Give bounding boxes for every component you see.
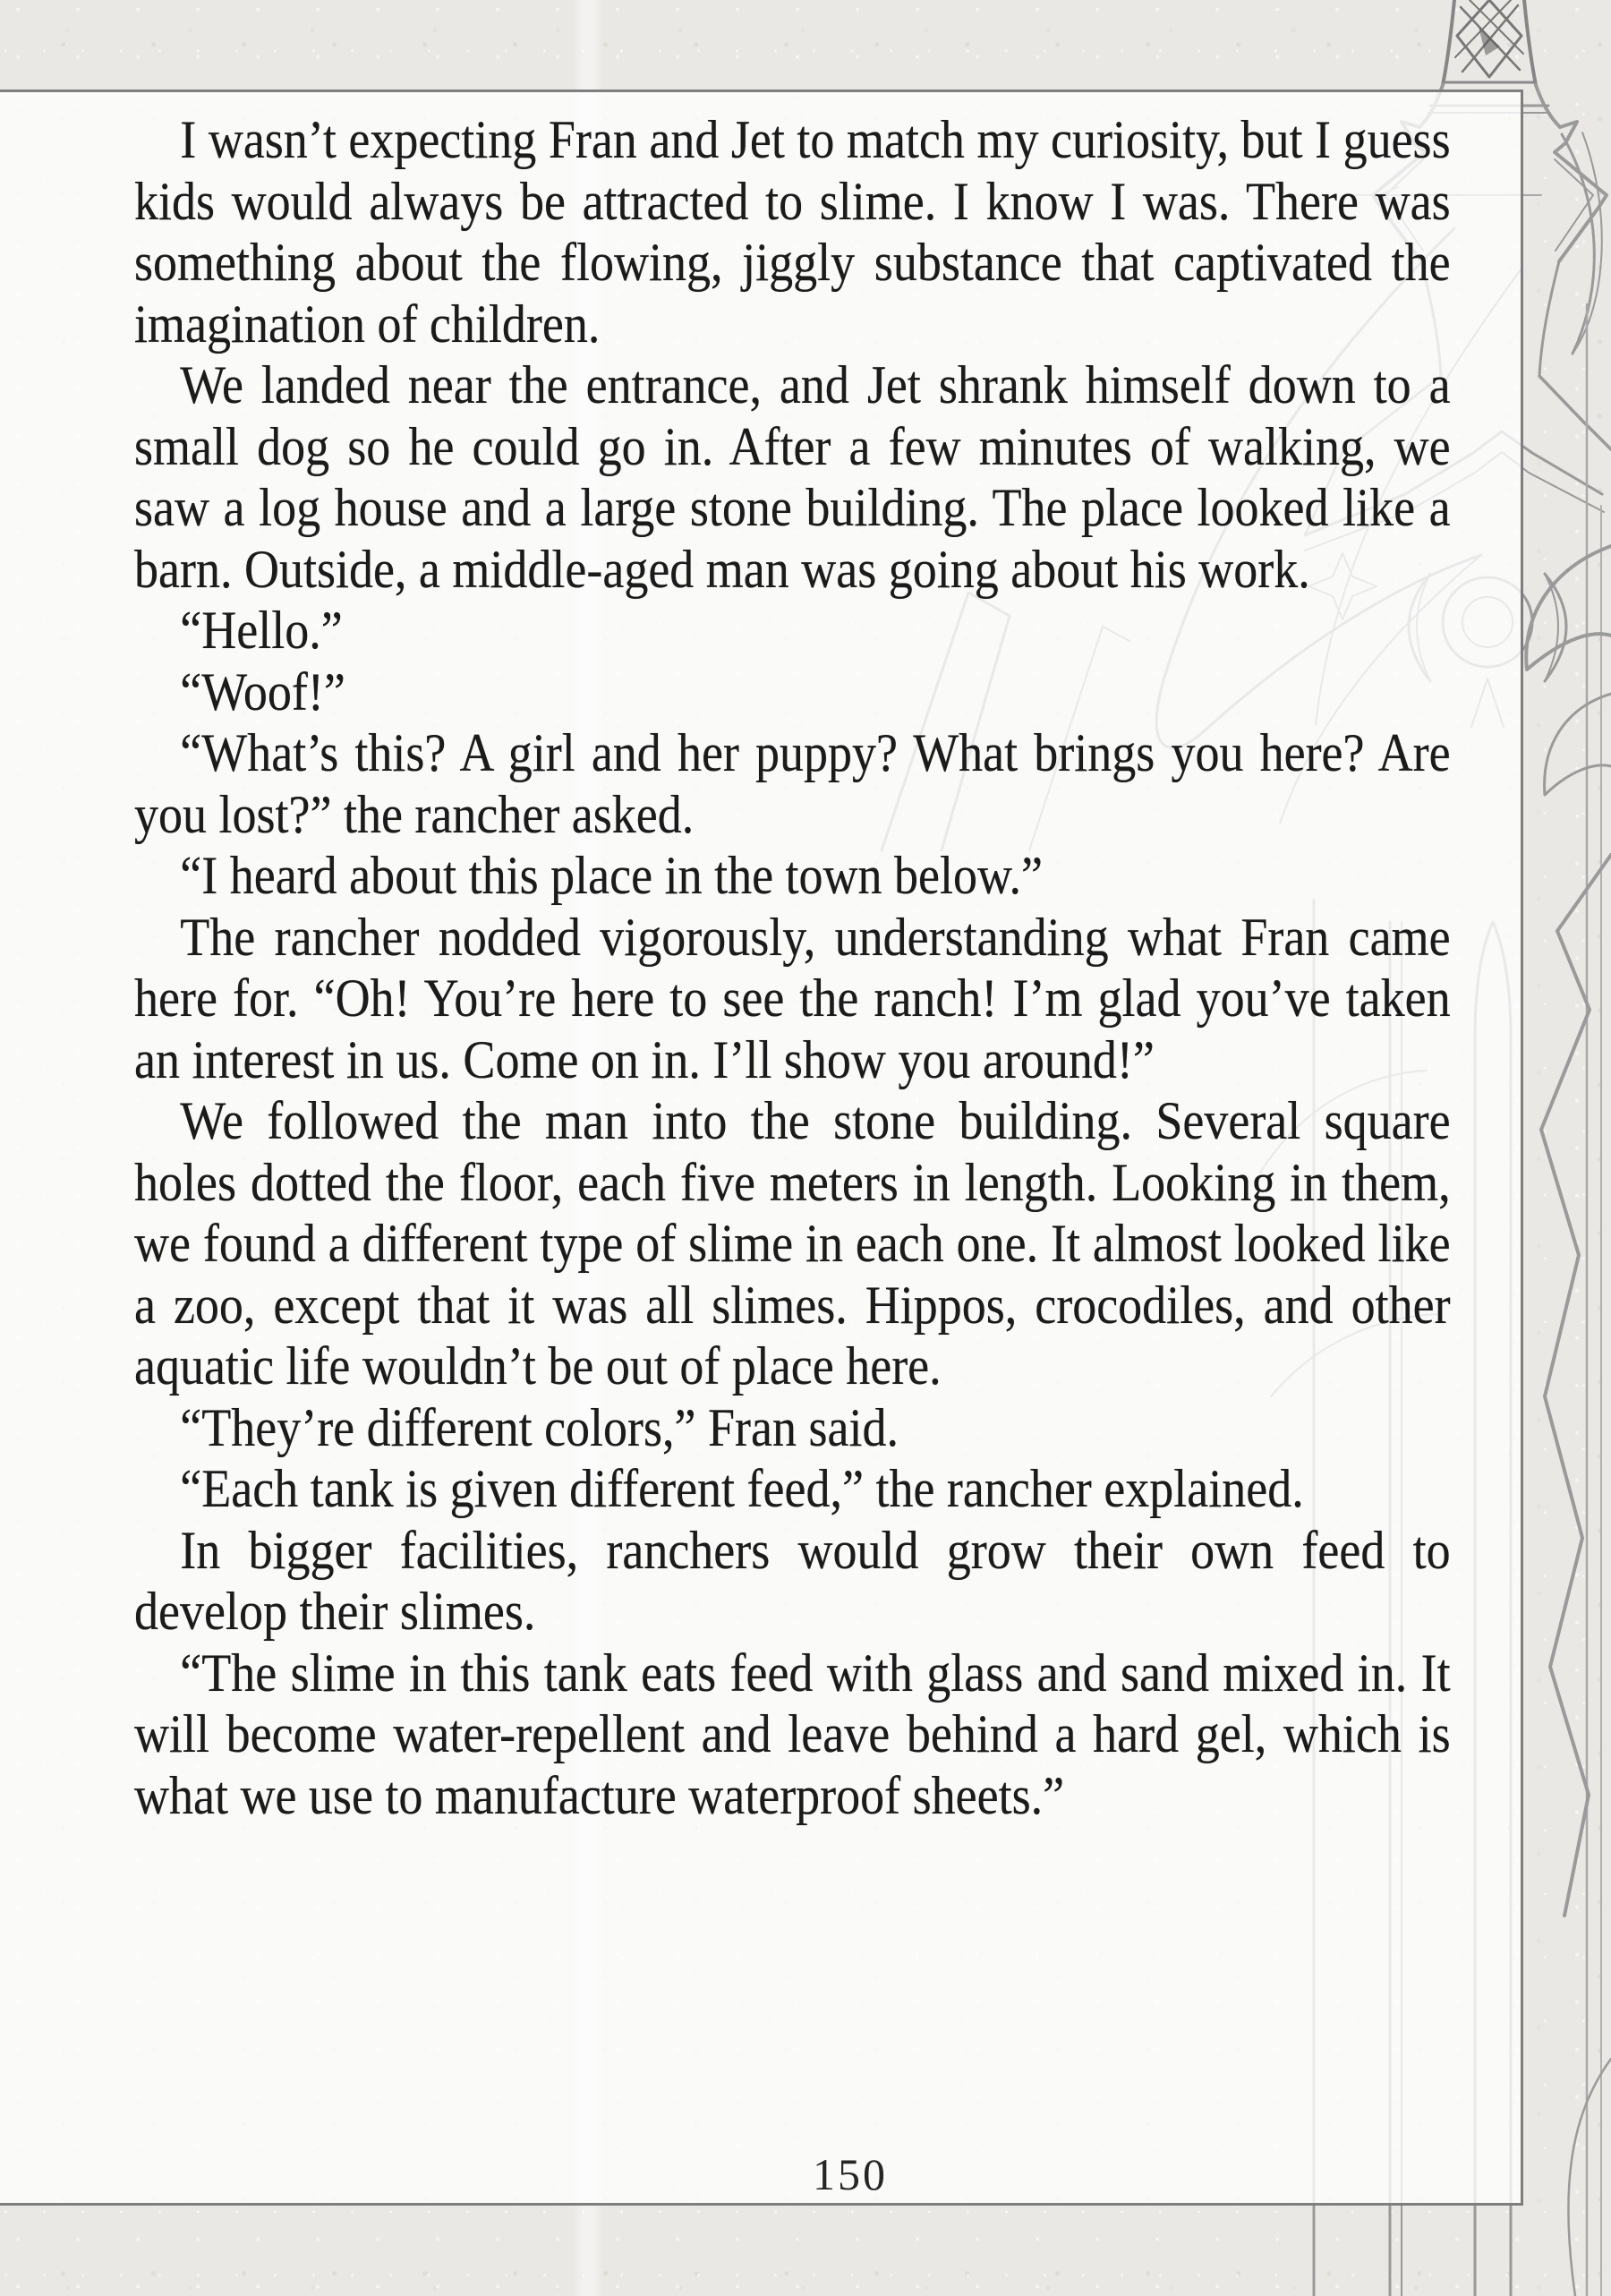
paragraph-6: “I heard about this place in the town below.” — [180, 846, 1043, 905]
paragraph-10: “Each tank is given different feed,” the rancher explained. — [180, 1459, 1304, 1518]
paragraph-2: We landed near the entrance, and Jet shrank himself down to a small dog so he could go in. After a few minutes of walking, we saw a log house and a large stone building. The place looked like a barn. Outside, a middle-aged man was going about his work. — [134, 355, 1451, 599]
paragraph-4: “Woof!” — [180, 661, 345, 721]
paragraph-3: “Hello.” — [180, 601, 343, 660]
paragraph-12: “The slime in this tank eats feed with glass and sand mixed in. It will become water-repellent and leave behind a hard gel, which is what we use to manufacture waterproof sheets.” — [134, 1643, 1451, 1825]
paragraph-1: I wasn’t expecting Fran and Jet to match my curiosity, but I guess kids would always be attracted to slime. I know I was. There was something about the flowing, jiggly substance that captivated the imagination of children. — [134, 110, 1451, 354]
sword-hilt — [1443, 0, 1536, 85]
paragraph-7: The rancher nodded vigorously, understanding what Fran came here for. “Oh! You’re here to see the ranch! I’m glad you’ve taken an interest in us. Come on in. I’ll show you around!” — [134, 907, 1451, 1089]
page-number: 150 — [813, 2149, 888, 2199]
paragraph-5: “What’s this? A girl and her puppy? What brings you here? Are you lost?” the rancher asked. — [134, 723, 1451, 844]
page-text — [134, 109, 1451, 1826]
paragraph-8: We followed the man into the stone building. Several square holes dotted the floor, each five meters in length. Looking in them, we found a different type of slime in each one. It almost looked like a zoo, except that it was all slimes. Hippos, crocodiles, and other aquatic life wouldn’t be out of place here. — [134, 1091, 1451, 1396]
paragraph-9: “They’re different colors,” Fran said. — [180, 1397, 899, 1457]
paragraph-11: In bigger facilities, ranchers would grow their own feed to develop their slimes. — [134, 1520, 1451, 1641]
